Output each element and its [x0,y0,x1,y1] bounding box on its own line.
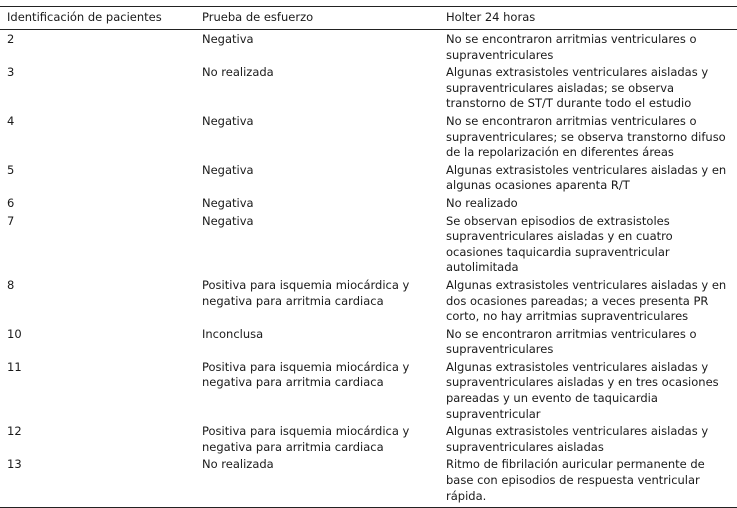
cell-patient-id: 5 [7,162,15,177]
cell-patient-id: 4 [7,113,15,128]
cell-patient-id: 13 [0,455,195,507]
cell-stress-test: Negativa [202,162,254,177]
cell-holter: Algunas extrasistoles ventriculares aisladas y supraventriculares aisladas [446,424,709,454]
table-header [0,7,737,30]
cell-stress-test: Negativa [202,113,254,128]
table-row [0,358,737,422]
patients-table [0,6,737,508]
cell-patient-id: 12 [7,424,22,439]
table-row [0,422,737,455]
cell-holter: Algunas extrasistoles ventriculares aisladas y supraventriculares aisladas; se observa transtorno de ST/T durante todo el estudio [446,65,709,111]
table-body [0,30,737,508]
table-row [0,455,737,507]
cell-patient-id: 3 [7,65,15,80]
cell-holter: Algunas extrasistoles ventriculares aisladas y en algunas ocasiones aparenta R/T [446,162,727,193]
cell-patient-id: 8 [7,277,15,292]
cell-patient-id: 7 [7,213,15,228]
table-row [0,112,737,161]
cell-holter: Algunas extrasistoles ventriculares aisladas y supraventriculares aisladas y en tres ocasiones pareadas y un evento de taquicardia supraventricular [446,359,719,421]
cell-stress-test: Negativa [202,32,254,46]
cell-patient-id: 6 [7,195,15,210]
table-row [0,161,737,194]
cell-holter: Ritmo de fibrilación auricular permanente de base con episodios de respuesta ventricular rápida. [442,455,737,507]
cell-holter: No se encontraron arritmias ventriculares o supraventriculares [446,326,697,357]
cell-stress-test: Positiva para isquemia miocárdica y negativa para arritmia cardiaca [202,359,410,390]
cell-stress-test: Inconclusa [202,326,264,341]
cell-stress-test: Negativa [202,195,254,210]
cell-stress-test: Positiva para isquemia miocárdica y negativa para arritmia cardiaca [202,277,410,308]
header-patient-id: Identificación de pacientes [0,7,195,30]
cell-holter: No realizado [446,195,518,210]
cell-holter: Se observan episodios de extrasistoles supraventriculares aisladas y en cuatro ocasiones taquicardia supraventricular autolimitada [446,213,673,275]
table-row [0,194,737,212]
table-row [0,325,737,358]
table-row [0,30,737,64]
cell-stress-test: No realizada [202,65,274,80]
table-row [0,63,737,112]
top-edge [0,0,737,3]
header-holter: Holter 24 horas [442,7,737,30]
table-row [0,276,737,325]
header-row [0,7,737,30]
cell-holter: Algunas extrasistoles ventriculares aisladas y en dos ocasiones pareadas; a veces presenta PR corto, no hay arritmias supraventriculares [446,277,727,324]
cell-holter: No se encontraron arritmias ventriculares o supraventriculares [446,32,697,62]
cell-patient-id: 10 [7,326,22,341]
cell-stress-test: No realizada [195,455,442,507]
cell-holter: No se encontraron arritmias ventriculares o supraventriculares; se observa transtorno difuso de la repolarización en diferentes áreas [446,113,726,160]
cell-stress-test: Negativa [202,213,254,228]
cell-patient-id: 11 [7,359,22,374]
table-row [0,212,737,276]
header-stress-test: Prueba de esfuerzo [195,7,442,30]
cell-stress-test: Positiva para isquemia miocárdica y negativa para arritmia cardiaca [202,424,410,454]
cell-patient-id: 2 [7,32,15,46]
